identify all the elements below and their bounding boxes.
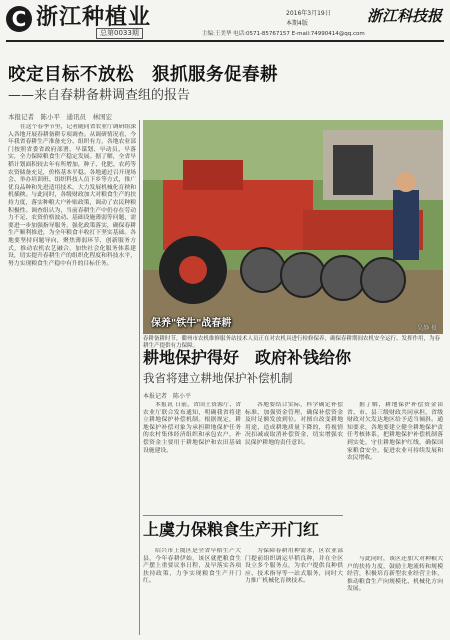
second-article-col3: 据了解，耕地保护补偿资金由省、市、县三级财政共同承担，省级财政对欠发达地区给予适当倾斜。通知要求，各地要建立健全耕地保护责任考核体系，把耕地保护补偿机制落到实处，守住耕地保护红线，确保国家粮食安全，促进农业可持续发展和农民增收。 bbox=[347, 402, 443, 462]
third-article-col3: 与此同时，该区还加大对种粮大户的扶持力度，鼓励土地流转和规模经营，积极培育新型农业经营主体，推动粮食生产向规模化、机械化方向发展。 bbox=[347, 556, 443, 593]
masthead-rule bbox=[6, 40, 444, 42]
page-count: 本期4版 bbox=[286, 20, 308, 27]
section-title: 浙江种植业 bbox=[36, 5, 152, 30]
story-divider bbox=[143, 515, 343, 516]
section-badge: C bbox=[6, 6, 32, 32]
second-headline: 耕地保护得好 政府补钱给你 bbox=[143, 348, 352, 367]
second-article-col1: 本报讯 日前，省国土资源厅、省农业厅联合发布通知，明确我省将建立耕地保护补偿机制。根据规定，耕地保护补偿对象为承担耕地保护任务的农村集体经济组织和承包农户，补偿资金主要用于耕地保护和农田基础设施建设。 bbox=[143, 402, 241, 454]
tractor-illustration bbox=[143, 120, 443, 334]
publication-date: 2016年3月19日 bbox=[286, 10, 331, 17]
lead-byline: 本报记者 陈小平 通讯员 林国宏 bbox=[8, 113, 112, 121]
lead-article-body: 在这个春季节里，记者随同省农业厅调研组深入各地开展春耕备耕专项调查。从调研情况看，今年我省春耕生产准备充分、组织有力，各地农业部门按照省委省政府部署，早谋划、早动员、早落实，全力保障粮食生产稳定发展。据了解，全省早稻计划面积较去年有所增加，种子、化肥、农药等农资储备充足，价格基本平稳。各地通过召开现场会、举办培训班、组织科技人员下乡等方式，推广优良品种和先进适用技术，大力发展机械化育秧和机插秧。与此同时，各级财政加大对粮食生产的扶持力度，落实种粮大户补贴政策，调动了农民种粮积极性。调查组认为，当前春耕生产中仍存在劳动力不足、农资价格波动、基础设施薄弱等问题，需要进一步加强指导服务，强化政策落实，确保春耕生产顺利推进，为全年粮食丰收打下坚实基础。各地要坚持问题导向，聚焦薄弱环节，创新服务方式，推动农机农艺融合，加快社会化服务体系建设，切实提升春耕生产的组织化程度和科技水平，努力实现粮食生产稳中有升的目标任务。 bbox=[8, 124, 136, 267]
contact-info: 主编:王美华 电话:0571-85767157 E-mail:74990414@qq.com bbox=[202, 31, 365, 37]
photo-caption: 春耕备耕时节，衢州市农机维修服务站技术人员正在对农机具进行检修保养，确保春耕期间农机安全运行、发挥作用，为春耕生产提供有力保障。 bbox=[143, 336, 441, 349]
second-byline: 本报记者 陈小平 bbox=[143, 393, 192, 400]
third-article-col2: 为保障春耕用种需求，区农业部门提前组织调运早稻良种，并在全区设立多个服务点，为农户提供良种供应、技术指导等一站式服务，同时大力推广机械化育秧技术。 bbox=[245, 548, 343, 585]
photo-tag: 保养"铁牛"战春耕 bbox=[151, 318, 232, 329]
news-photo bbox=[143, 120, 443, 334]
third-headline: 上虞力保粮食生产开门红 bbox=[143, 520, 320, 539]
photo-credit: 吴静 摄 bbox=[417, 325, 437, 332]
column-divider bbox=[139, 120, 140, 635]
lead-headline: 咬定目标不放松 狠抓服务促春耕 bbox=[8, 65, 278, 85]
third-article-col1: 绍兴市上虞区是全省早稻生产大县，今年春耕伊始，该区就把粮食生产摆上重要议事日程，及早落实各项扶持政策，力争实现粮食生产开门红。 bbox=[143, 548, 241, 585]
second-subhead: 我省将建立耕地保护补偿机制 bbox=[143, 371, 293, 385]
second-article-col2: 各地要结合实际，科学确定补偿标准，加强资金管理，确保补偿资金及时足额发放到位。对擅自改变耕地用途、造成耕地质量下降的，将视情况扣减或取消补偿资金，切实增强农民保护耕地的责任意识。 bbox=[245, 402, 343, 446]
newspaper-logo: 浙江科技报 bbox=[366, 7, 442, 25]
masthead bbox=[6, 4, 444, 38]
issue-label: 总第0033期 bbox=[96, 28, 143, 39]
lead-subhead: ——来自春耕备耕调查组的报告 bbox=[8, 88, 191, 103]
